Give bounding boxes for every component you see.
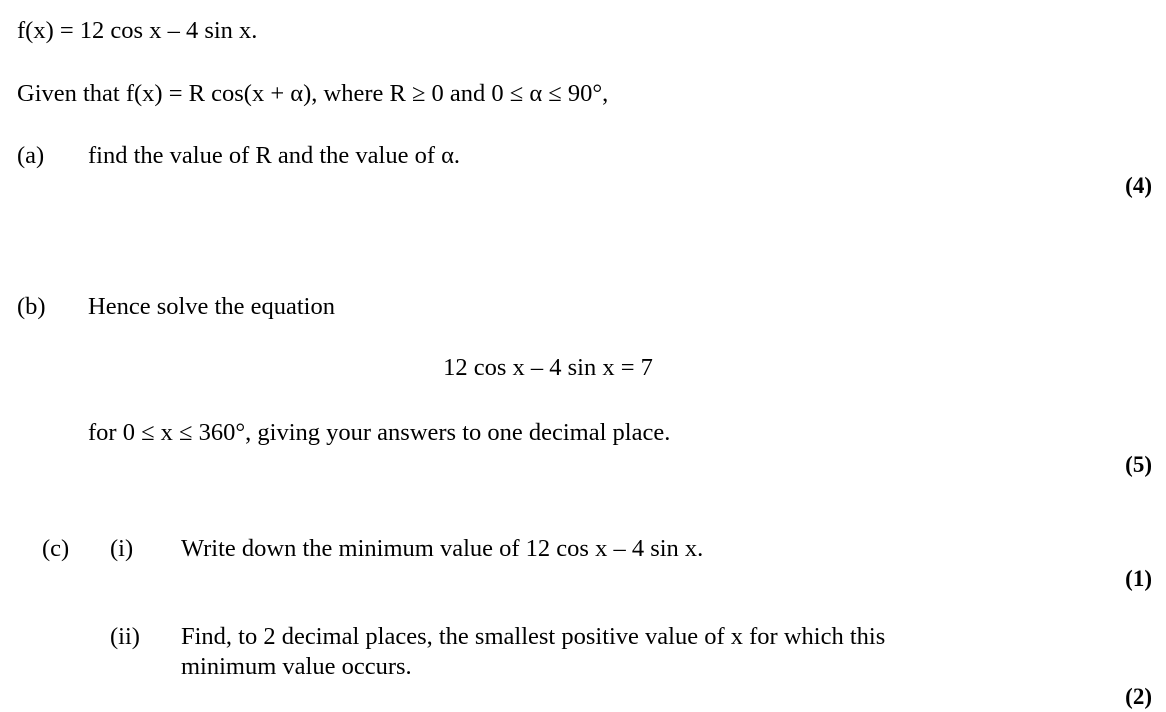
part-b-label: (b) xyxy=(17,293,46,320)
part-b-text: Hence solve the equation xyxy=(88,293,335,320)
part-a-text: find the value of R and the value of α. xyxy=(88,142,461,169)
part-c-ii-text-line2: minimum value occurs. xyxy=(181,653,412,680)
given-statement: Given that f(x) = R cos(x + α), where R ≥ 0 and 0 ≤ α ≤ 90°, xyxy=(17,80,609,107)
part-b-equation-row xyxy=(0,353,1166,383)
part-c-ii-marks: (2) xyxy=(1125,684,1152,709)
part-c-ii-text-line1: Find, to 2 decimal places, the smallest positive value of x for which this xyxy=(181,623,886,650)
function-definition: f(x) = 12 cos x – 4 sin x. xyxy=(17,17,258,44)
part-b-range-text: for 0 ≤ x ≤ 360°, giving your answers to one decimal place. xyxy=(88,419,671,446)
part-c-label: (c) xyxy=(42,535,70,562)
part-a-marks: (4) xyxy=(1125,173,1152,198)
part-a-label: (a) xyxy=(17,142,45,169)
part-c-i-text: Write down the minimum value of 12 cos x – 4 sin x. xyxy=(181,535,704,562)
part-c-ii-label: (ii) xyxy=(110,623,140,650)
part-c-i-marks: (1) xyxy=(1125,566,1152,591)
part-b-marks: (5) xyxy=(1125,452,1152,477)
part-b-equation: 12 cos x – 4 sin x = 7 xyxy=(443,354,653,381)
part-c-i-label: (i) xyxy=(110,535,134,562)
